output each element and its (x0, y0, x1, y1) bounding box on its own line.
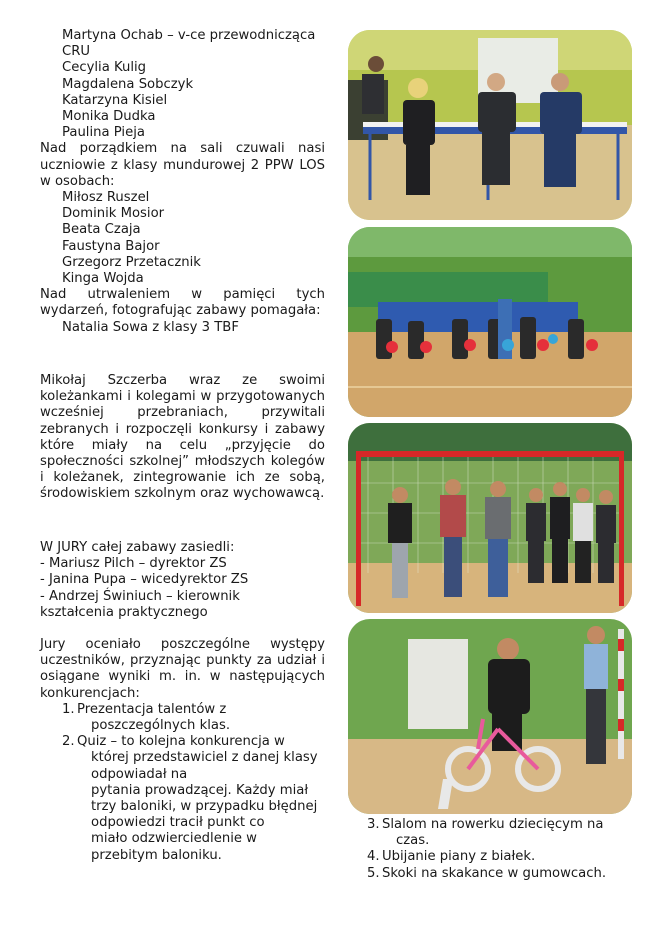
list-item: kształcenia praktycznego (40, 604, 208, 620)
list-item: - Mariusz Pilch – dyrektor ZS (40, 556, 227, 572)
jury-paragraph-block (40, 637, 325, 864)
list-item: Beata Czaja (62, 222, 141, 238)
list-item (345, 849, 645, 865)
list-line: której przedstawiciel z danej klasy (91, 750, 318, 766)
list-item: CRU (62, 44, 91, 60)
list-line: Prezentacja talentów z (77, 701, 227, 717)
list-line: Quiz – to kolejna konkurencja w (77, 734, 285, 750)
students-goal-photo (348, 423, 632, 613)
list-line: czas. (396, 833, 430, 849)
students-goal-image (348, 423, 632, 613)
photographer: Natalia Sowa z klasy 3 TBF (62, 319, 239, 335)
balloon-quiz-image (348, 227, 632, 417)
bike-slalom-image (348, 619, 632, 814)
list-line: pytania prowadzącej. Każdy miał (91, 782, 309, 798)
balloon-quiz-photo (348, 227, 632, 417)
list-item: Martyna Ochab – v-ce przewodnicząca (62, 28, 316, 43)
list-item (40, 734, 325, 864)
members-list (40, 28, 325, 141)
list-item: Dominik Mosior (62, 206, 165, 222)
list-item: Katarzyna Kisiel (62, 92, 168, 108)
list-item: - Andrzej Świniuch – kierownik (40, 588, 240, 604)
list-item (345, 817, 645, 849)
list-number: 1. (62, 701, 75, 717)
list-number: 5. (367, 865, 380, 881)
list-item: Grzegorz Przetacznik (62, 254, 201, 270)
list-item (345, 866, 645, 882)
list-item: Magdalena Sobczyk (62, 76, 194, 92)
list-item: - Janina Pupa – wicedyrektor ZS (40, 572, 249, 588)
list-line: odpowiadał na (91, 766, 188, 782)
competitions-list-cont (345, 817, 645, 882)
jury-section (40, 540, 325, 621)
list-line: miało odzwierciedlenie w (91, 831, 257, 847)
jury-heading: W JURY całej zabawy zasiedli: (40, 540, 235, 555)
jury-table-image (348, 30, 632, 220)
left-text-column (40, 28, 325, 336)
right-list-continuation (345, 817, 645, 882)
intro-paragraph: Mikołaj Szczerba wraz ze swoimi koleżankami i kolegami w przygotowanych wcześniej przebraniach, przywitali zebranych i rozpoczęli konkursy i zabawy które miały na celu „przyjęcie do społeczności szkolnej” młodszych kolegów i koleżanek, zintegrowanie ich ze sobą, środowiskiem szkolnym oraz wychowawcą. (40, 373, 325, 502)
list-line: odpowiedzi tracił punkt co (91, 815, 265, 831)
list-number: 2. (62, 734, 75, 750)
order-list (40, 190, 325, 287)
bike-slalom-photo (348, 619, 632, 814)
list-item: Monika Dudka (62, 109, 156, 125)
list-item: Faustyna Bajor (62, 238, 160, 254)
list-line: poszczególnych klas. (91, 718, 231, 734)
list-line: Slalom na rowerku dziecięcym na (382, 817, 604, 832)
list-line: przebitym baloniku. (91, 847, 222, 863)
list-item: Paulina Pieja (62, 125, 145, 141)
list-line: Ubijanie piany z białek. (382, 849, 536, 865)
list-item: Miłosz Ruszel (62, 190, 150, 206)
jury-table-photo (348, 30, 632, 220)
list-item (40, 702, 325, 734)
list-line: Skoki na skakance w gumowcach. (382, 865, 607, 881)
order-paragraph: Nad porządkiem na sali czuwali nasi uczniowie z klasy mundurowej 2 PPW LOS w osobach: (40, 141, 325, 189)
list-number: 3. (367, 817, 380, 832)
jury-paragraph: Jury oceniało poszczególne występy uczestników, przyznając punkty za udział i osiągane wyniki m. in. w następujących konkurencjach: (40, 637, 325, 701)
list-item: Cecylia Kulig (62, 60, 147, 76)
competitions-list (40, 702, 325, 864)
list-number: 4. (367, 849, 380, 865)
list-line: trzy baloniki, w przypadku błędnej (91, 799, 318, 815)
photo-paragraph: Nad utrwaleniem w pamięci tych wydarzeń, fotografując zabawy pomagała: (40, 287, 325, 319)
list-item: Kinga Wojda (62, 271, 144, 287)
